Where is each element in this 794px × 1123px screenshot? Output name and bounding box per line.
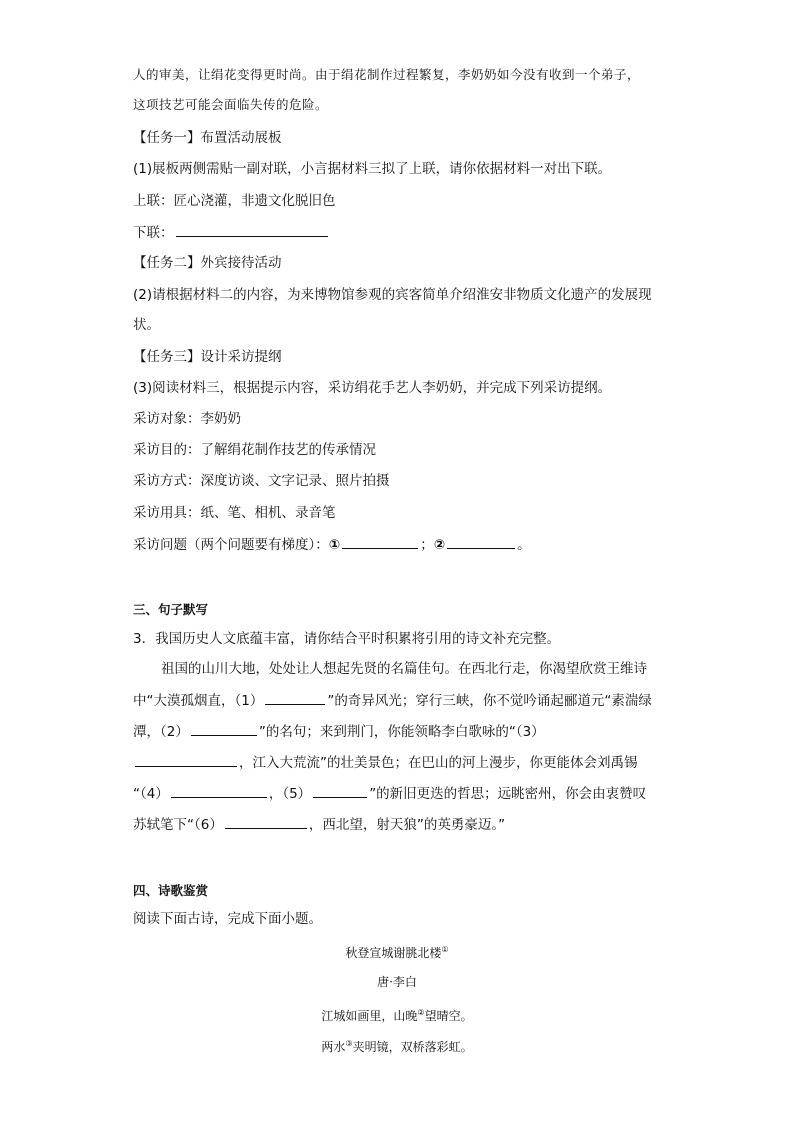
interview-object: 采访对象：李奶奶 (133, 411, 241, 427)
recite-blank-5[interactable] (313, 784, 367, 798)
task3-title: 【任务三】设计采访提纲 (133, 349, 282, 365)
passage-text: ，（5） (268, 786, 312, 802)
passage-text: ，西北望，射天狼”的英勇豪迈。” (308, 817, 506, 833)
recite-blank-1[interactable] (265, 691, 325, 705)
question-2-blank[interactable] (447, 535, 515, 549)
material-text-line: 这项技艺可能会面临失传的危险。 (133, 97, 329, 112)
poem-text: 望晴空。 (424, 1009, 473, 1023)
task2-title: 【任务二】外宾接待活动 (133, 255, 282, 271)
interview-questions-label: 采访问题（两个问题要有梯度）： (133, 537, 329, 553)
period: 。 (517, 537, 531, 553)
couplet-lower-label: 下联： (133, 225, 174, 241)
passage-line (133, 784, 646, 803)
poem-line (0, 1004, 794, 1025)
recite-blank-3[interactable] (135, 753, 237, 767)
section4-heading: 四、诗歌鉴赏 (133, 883, 209, 898)
passage-text: 中“大漠孤烟直，（1） (133, 693, 264, 709)
passage-line (133, 722, 545, 741)
footnote-marker: ③ (345, 1039, 353, 1048)
interview-questions (133, 535, 531, 554)
passage-text: 苏轼笔下“（6） (133, 817, 223, 833)
couplet-upper: 上联：匠心浇灌，非遗文化脱旧色 (133, 193, 336, 209)
interview-purpose: 采访目的：了解绢花制作技艺的传承情况 (133, 442, 376, 458)
section3-question: 3．我国历史人文底蕴丰富，请你结合平时积累将引用的诗文补充完整。 (133, 631, 561, 647)
poem-title-text: 秋登宣城谢朓北楼 (345, 946, 442, 960)
separator: ； (420, 537, 434, 553)
material-text-line: 人的审美，让绢花变得更时尚。由于绢花制作过程繁复，李奶奶如今没有收到一个弟子， (133, 67, 641, 82)
passage-line (133, 753, 638, 772)
recite-blank-6[interactable] (225, 815, 307, 829)
couplet-lower (133, 223, 330, 242)
poem-text: 江城如画里，山晚 (321, 1009, 418, 1023)
poem-text: 两水 (321, 1040, 346, 1054)
passage-text: ，江入大荒流”的壮美景色；在巴山的河上漫步，你更能体会刘禹锡 (239, 755, 638, 771)
passage-text: “（4） (133, 786, 169, 802)
circle-number-2: ② (433, 537, 446, 553)
task1-title: 【任务一】布置活动展板 (133, 130, 282, 146)
interview-method: 采访方式：深度访谈、文字记录、照片拍摄 (133, 473, 390, 489)
task2-question-cont: 状。 (133, 317, 160, 333)
poem-author: 唐·李白 (377, 975, 417, 989)
passage-text: ”的新旧更迭的哲思；远眺密州，你会由衷赞叹 (369, 786, 647, 802)
circle-number-1: ① (328, 537, 341, 553)
passage-text: ”的名句；来到荆门，你能领略李白歌咏的“（3） (258, 724, 545, 740)
passage-text: ”的奇异风光；穿行三峡，你不觉吟诵起郦道元“素湍绿 (327, 693, 652, 709)
footnote-marker: ② (417, 1008, 425, 1017)
task3-question: (3)阅读材料三，根据提示内容，采访绢花手艺人李奶奶，并完成下列采访提纲。 (133, 380, 612, 396)
passage-line: 祖国的山川大地，处处让人想起先贤的名篇佳句。在西北行走，你渴望欣赏王维诗 (161, 661, 647, 677)
footnote-marker: ① (441, 945, 449, 954)
task2-question: (2)请根据材料二的内容，为来博物馆参观的宾客简单介绍淮安非物质文化遗产的发展现 (133, 287, 652, 303)
poem-title (0, 941, 794, 962)
passage-line (133, 815, 505, 834)
task1-question: (1)展板两侧需贴一副对联，小言据材料三拟了上联，请你依据材料一对出下联。 (133, 161, 612, 177)
poem-text: 夹明镜，双桥落彩虹。 (352, 1040, 473, 1054)
passage-line (133, 691, 652, 710)
recite-blank-2[interactable] (191, 722, 257, 736)
couplet-lower-blank[interactable] (176, 223, 328, 237)
recite-blank-4[interactable] (171, 784, 267, 798)
section3-heading: 三、句子默写 (133, 602, 209, 617)
poem-line (0, 1035, 794, 1056)
passage-text: 潭，（2） (133, 724, 189, 740)
question-1-blank[interactable] (342, 535, 418, 549)
section4-instruction: 阅读下面古诗，完成下面小题。 (133, 911, 322, 927)
interview-tools: 采访用具：纸、笔、相机、录音笔 (133, 505, 336, 521)
